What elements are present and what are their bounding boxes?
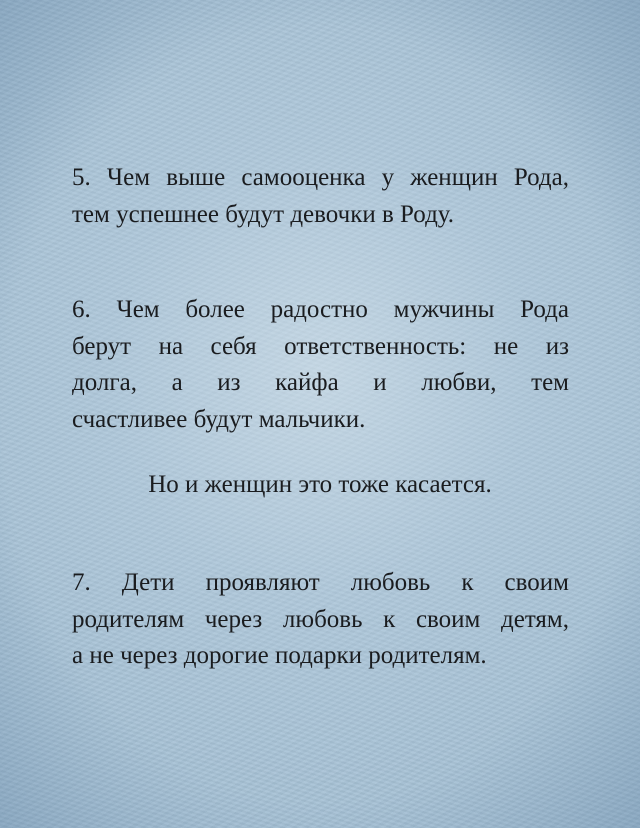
text-line: 7. Дети проявляют любовь к своим <box>72 569 569 596</box>
text-line: 6. Чем более радостно мужчины Рода <box>72 296 569 323</box>
text-line: а не через дорогие подарки родителям. <box>72 642 487 669</box>
text-line: долга, а из кайфа и любви, тем <box>72 369 569 396</box>
text-line: счастливее будут мальчики. <box>72 405 366 433</box>
centered-note: Но и женщин это тоже касается. <box>148 471 492 498</box>
text-line: берут на себя ответственность: не из <box>72 332 569 360</box>
text-line: 5. Чем выше самооценка у женщин Рода, <box>72 164 569 191</box>
text-line: тем успешнее будут девочки в Роду. <box>72 200 455 228</box>
text-line: родителям через любовь к своим детям, <box>72 605 569 633</box>
paragraph-5 <box>72 160 569 233</box>
paragraph-7 <box>72 565 569 675</box>
paragraph-6 <box>72 292 569 438</box>
